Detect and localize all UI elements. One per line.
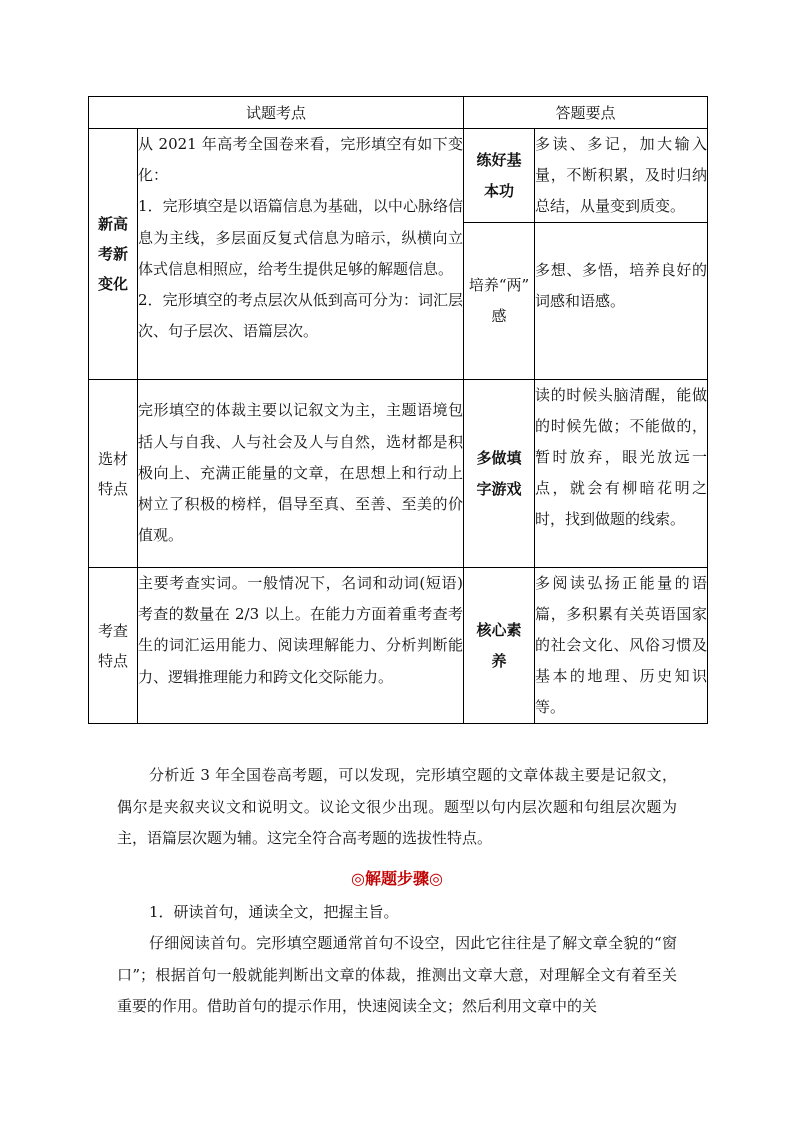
category-cell [89,380,138,568]
category-line: 选材 [97,449,128,468]
category-line: 考新 [97,245,128,263]
content-cell: 主要考查实词。一般情况下，名词和动词(短语)考查的数量在 2/3 以上。在能力方面着重考查考生的词汇运用能力、阅读理解能力、分析判断能力、逻辑推理能力和跨文化交际能力。 [138,568,464,724]
label-line: 感 [491,307,507,325]
label-line: 多做填 [476,448,522,467]
answer-label-cell [464,380,535,568]
step-heading: 1．研读首句，通读全文，把握主旨。 [149,903,399,921]
category-line: 新高 [97,215,128,233]
content-cell: 完形填空的体裁主要以记叙文为主，主题语境包括人与自我、人与社会及人与自然，选材都是积极向上、充满正能量的文章，在思想上和行动上树立了积极的榜样，倡导至真、至善、至美的价值观。 [138,380,464,568]
step-paragraph: 仔细阅读首句。完形填空题通常首句不设空，因此它往往是了解文章全貌的“窗口”；根据首句一般就能判断出文章的体裁，推测出文章大意，对理解全文有着至关重要的作用。借助首句的提示作用，快速阅读全文；然后利用文章中的关 [117,934,677,1015]
answer-text-cell: 读的时候头脑清醒，能做的时候先做；不能做的，暂时放弃，眼光放远一点，就会有柳暗花明之时，找到做题的线索。 [535,380,708,568]
table-row [89,568,708,724]
label-line: 练好基 [476,150,522,169]
exam-points-table [88,96,708,724]
answer-label-cell [464,129,535,223]
answer-text-cell: 多想、多悟，培养良好的词感和语感。 [535,223,708,380]
content-paragraph: 从 2021 年高考全国卷来看，完形填空有如下变化： [138,135,464,185]
label-line: 培养“两” [468,276,530,294]
answer-label-cell [464,223,535,380]
category-cell [89,568,138,724]
answer-text-cell: 多读、多记，加大输入量，不断积累，及时归纳总结，从量变到质变。 [535,129,708,223]
label-line: 养 [491,651,507,670]
content-paragraph: 1．完形填空是以语篇信息为基础，以中心脉络信息为主线，多层面反复式信息为暗示，纵横向立体式信息相照应，给考生提供足够的解题信息。 [138,197,464,278]
section-title: ◎解题步骤◎ [351,869,443,888]
category-line: 变化 [97,275,128,293]
category-cell [89,129,138,380]
category-line: 特点 [97,651,128,670]
category-line: 特点 [97,479,128,498]
table-row [89,380,708,568]
answer-label-cell [464,568,535,724]
header-answer-points: 答题要点 [464,97,708,129]
answer-text-cell: 多阅读弘扬正能量的语篇，多积累有关英语国家的社会文化、风俗习惯及基本的地理、历史知识等。 [535,568,708,724]
label-line: 字游戏 [476,479,522,498]
header-exam-points: 试题考点 [89,97,464,129]
analysis-paragraph: 分析近 3 年全国卷高考题，可以发现，完形填空题的文章体裁主要是记叙文，偶尔是夹叙夹议文和说明文。议论文很少出现。题型以句内层次题和句组层次题为主，语篇层次题为辅。这完全符合高考题的选拔性特点。 [117,766,677,847]
table-header-row [89,97,708,129]
content-paragraph: 2．完形填空的考点层次从低到高可分为：词汇层次、句子层次、语篇层次。 [138,291,464,341]
label-line: 本功 [484,181,515,200]
content-cell [138,129,464,380]
label-line: 核心素 [476,620,522,639]
table-row [89,129,708,223]
category-line: 考查 [97,621,128,640]
